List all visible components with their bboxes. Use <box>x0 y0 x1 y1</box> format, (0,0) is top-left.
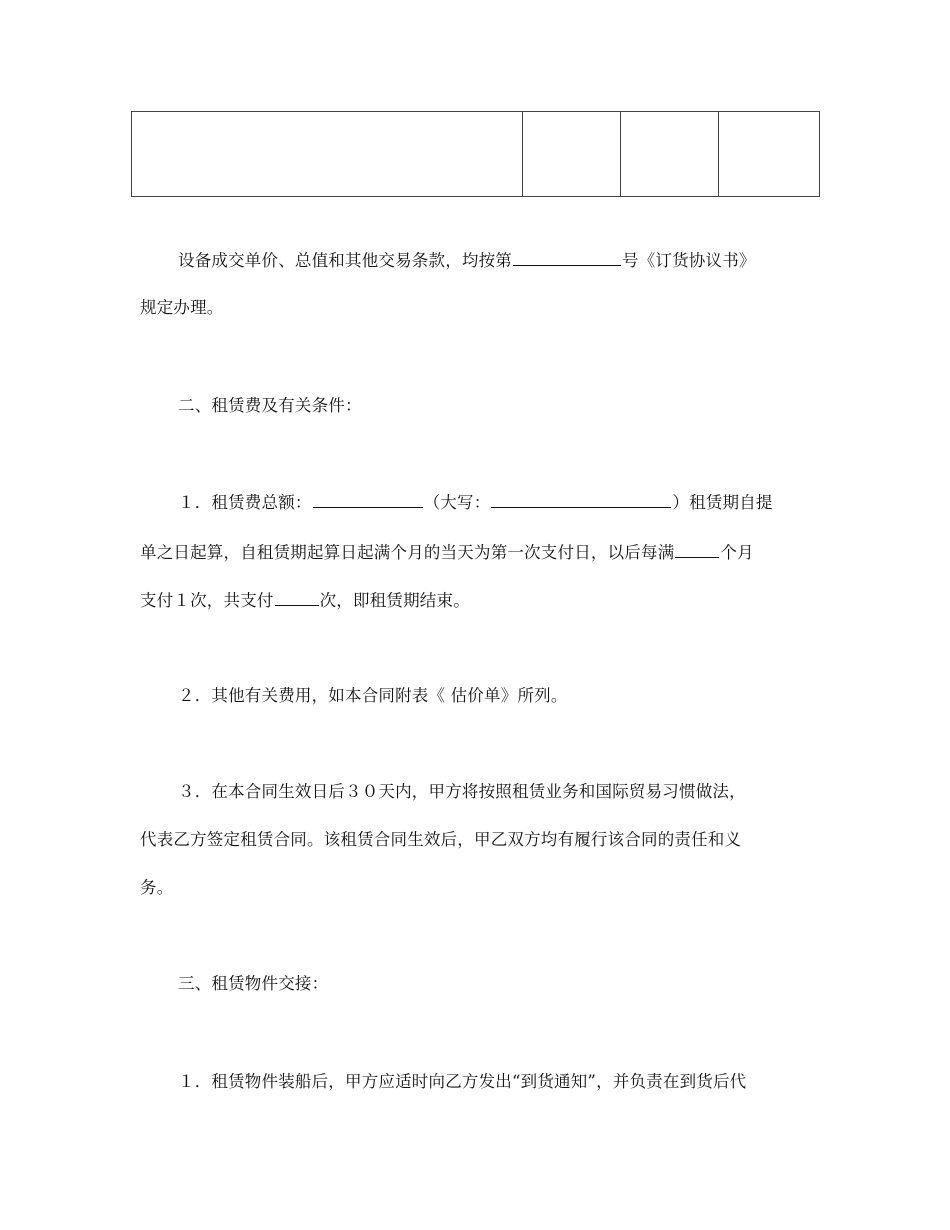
paragraph-line <box>140 542 754 563</box>
paragraph-line <box>178 492 773 513</box>
paragraph-line <box>140 298 224 318</box>
text: 次，即租赁期结束。 <box>319 591 470 610</box>
table-row <box>132 112 820 197</box>
paragraph-line <box>178 686 568 706</box>
text: ）租赁期自提 <box>672 493 773 512</box>
paragraph-line <box>178 782 746 802</box>
fill-blank <box>313 492 423 508</box>
table-cell <box>719 112 820 197</box>
text: 代表乙方签定租赁合同。该租赁合同生效后，甲乙双方均有履行该合同的责任和义 <box>140 830 742 849</box>
text: 单之日起算，自租赁期起算日起满个月的当天为第一次支付日，以后每满 <box>140 543 675 562</box>
paragraph-line <box>140 830 741 850</box>
text: １．租赁费总额： <box>178 493 312 512</box>
fill-blank <box>275 590 319 606</box>
text: ３．在本合同生效日后３０天内，甲方将按照租赁业务和国际贸易习惯做法， <box>178 782 746 801</box>
text: 务。 <box>140 878 174 897</box>
fill-blank <box>491 492 671 508</box>
text: 号《订货协议书》 <box>622 251 756 270</box>
table-cell <box>523 112 621 197</box>
text: 支付１次，共支付 <box>140 591 274 610</box>
paragraph-line <box>178 250 756 271</box>
table-cell <box>132 112 523 197</box>
fill-blank <box>675 542 719 558</box>
text: ２．其他有关费用，如本合同附表《 估价单》所列。 <box>178 686 568 705</box>
fill-blank <box>513 250 621 266</box>
text: 三、租赁物件交接： <box>178 974 329 993</box>
text: （大写： <box>423 493 491 512</box>
section-heading <box>178 974 328 994</box>
text: 规定办理。 <box>140 298 224 317</box>
paragraph-line <box>140 590 470 611</box>
paragraph-line <box>178 1072 746 1092</box>
text: 个月 <box>720 543 754 562</box>
section-heading <box>178 396 362 416</box>
paragraph-line <box>140 878 173 898</box>
goods-table <box>131 111 820 197</box>
text: 二、租赁费及有关条件： <box>178 396 362 415</box>
table-cell <box>621 112 719 197</box>
text: １．租赁物件装船后，甲方应适时向乙方发出“到货通知”，并负责在到货后代 <box>178 1072 747 1091</box>
text: 设备成交单价、总值和其他交易条款，均按第 <box>178 251 512 270</box>
